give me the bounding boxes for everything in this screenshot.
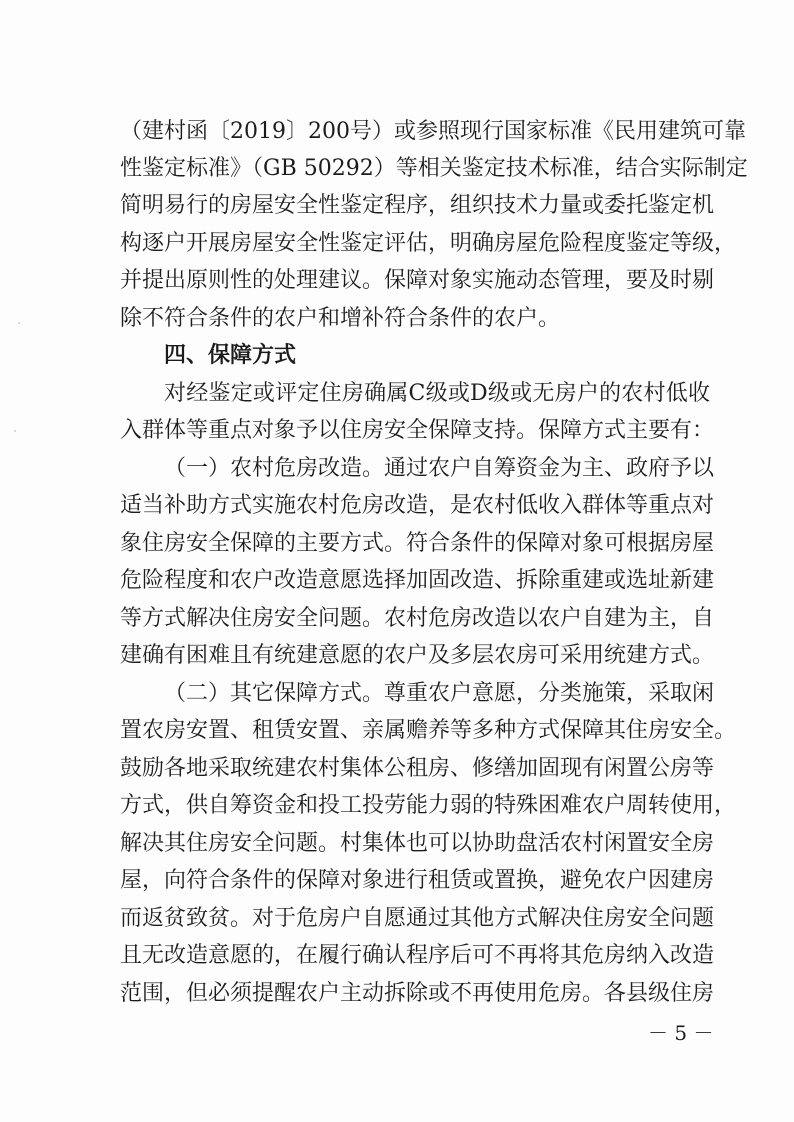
- body-line: 象住房安全保障的主要方式。符合条件的保障对象可根据房屋: [120, 531, 715, 556]
- scan-mark: [14, 430, 16, 432]
- page-number: － 5 －: [648, 1021, 714, 1045]
- body-line: 方式，供自筹资金和投工投劳能力弱的特殊困难农户周转使用，: [120, 793, 737, 818]
- body-line: 适当补助方式实施农村危房改造，是农村低收入群体等重点对: [120, 493, 715, 518]
- body-line: 鼓励各地采取统建农村集体公租房、修缮加固现有闲置公房等: [120, 756, 715, 781]
- item2-title: （二）其它保障方式。: [164, 681, 385, 706]
- body-line: 危险程度和农户改造意愿选择加固改造、拆除重建或选址新建: [120, 568, 715, 593]
- body-line: 对经鉴定或评定住房确属C级或D级或无房户的农村低收: [164, 381, 710, 406]
- body-line: 除不符合条件的农户和增补符合条件的农户。: [120, 306, 561, 331]
- item2-text: 尊重农户意愿，分类施策，采取闲: [384, 681, 715, 706]
- item2-first-line: [164, 679, 715, 709]
- item1-text: 通过农户自筹资金为主、政府予以: [384, 456, 715, 481]
- body-line: 入群体等重点对象予以住房安全保障支持。保障方式主要有：: [120, 418, 715, 443]
- body-line: 建确有困难且有统建意愿的农户及多层农房可采用统建方式。: [120, 643, 715, 668]
- body-line: 等方式解决住房安全问题。农村危房改造以农户自建为主，自: [120, 606, 715, 631]
- body-line: 置农房安置、租赁安置、亲属赡养等多种方式保障其住房安全。: [120, 718, 737, 743]
- body-line: （建村函〔2019〕200号）或参照现行国家标准《民用建筑可靠: [120, 119, 746, 144]
- section-heading: 四、保障方式: [164, 343, 297, 368]
- body-line: 并提出原则性的处理建议。保障对象实施动态管理，要及时剔: [120, 268, 715, 293]
- item1-title: （一）农村危房改造。: [164, 456, 385, 481]
- body-line: 构逐户开展房屋安全性鉴定评估，明确房屋危险程度鉴定等级，: [120, 231, 737, 256]
- body-line: 且无改造意愿的，在履行确认程序后可不再将其危房纳入改造: [120, 943, 715, 968]
- scan-mark: [18, 322, 20, 324]
- item1-first-line: [164, 454, 715, 484]
- body-line: 解决其住房安全问题。村集体也可以协助盘活农村闲置安全房: [120, 831, 715, 856]
- body-line: 范围，但必须提醒农户主动拆除或不再使用危房。各县级住房: [120, 981, 715, 1006]
- body-line: 性鉴定标准》（GB 50292）等相关鉴定技术标准，结合实际制定: [120, 156, 748, 181]
- body-line: 而返贫致贫。对于危房户自愿通过其他方式解决住房安全问题: [120, 906, 715, 931]
- body-line: 简明易行的房屋安全性鉴定程序，组织技术力量或委托鉴定机: [120, 193, 715, 218]
- body-line: 屋，向符合条件的保障对象进行租赁或置换，避免农户因建房: [120, 868, 715, 893]
